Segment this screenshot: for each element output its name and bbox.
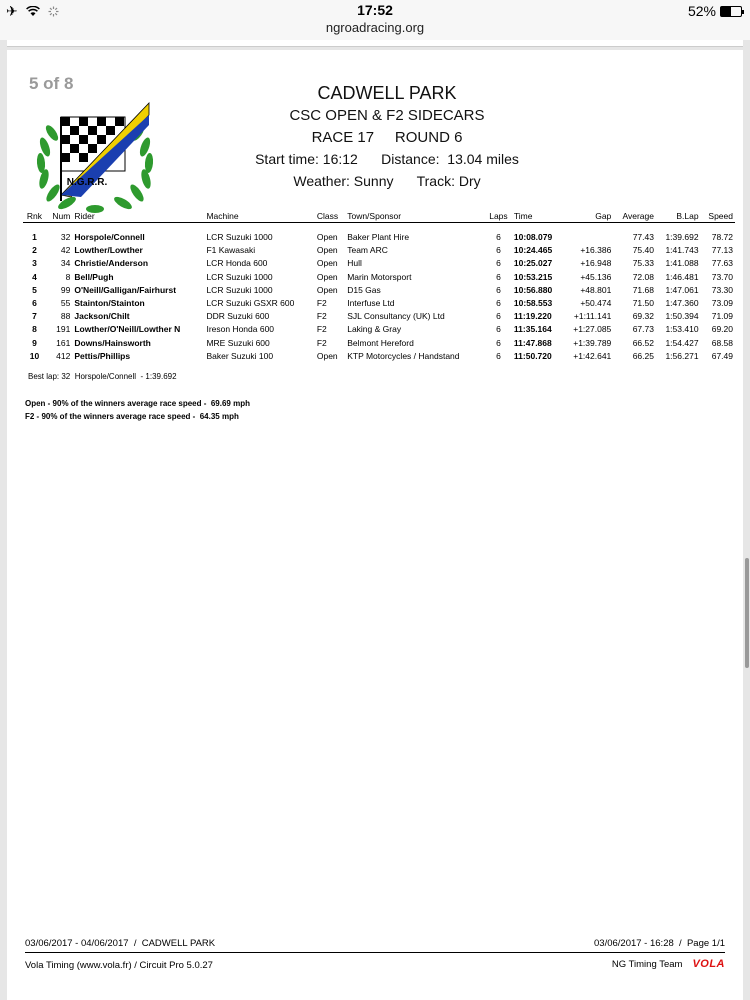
table-row: [23, 244, 735, 257]
weather-track: Weather: Sunny Track: Dry: [293, 173, 481, 189]
table-row: [23, 323, 735, 336]
table-cell: 11:47.868: [513, 337, 552, 348]
table-cell: 1:46.481: [665, 271, 699, 282]
table-cell: Lowther/O'Neill/Lowther N: [74, 324, 181, 335]
footer-team: [612, 958, 725, 970]
table-cell: 3: [32, 258, 37, 269]
table-cell: 6: [496, 324, 501, 335]
table-cell: 1:56.271: [665, 350, 699, 361]
table-cell: 10:25.027: [513, 258, 553, 269]
table-cell: F2: [316, 311, 327, 322]
table-cell: 191: [56, 324, 71, 335]
table-cell: KTP Motorcycles / Handstand: [347, 350, 460, 361]
table-cell: D15 Gas: [347, 284, 381, 295]
table-cell: 11:50.720: [513, 350, 552, 361]
battery-level: [721, 7, 731, 16]
table-cell: 55: [60, 298, 71, 309]
table-cell: LCR Suzuki 1000: [206, 271, 273, 282]
column-header: Speed: [701, 210, 735, 223]
table-cell: 66.25: [632, 350, 654, 361]
table-cell: 71.50: [632, 298, 654, 309]
table-cell: 73.70: [711, 271, 733, 282]
table-cell: 11:35.164: [513, 324, 552, 335]
table-cell: Downs/Hainsworth: [74, 337, 151, 348]
table-cell: 9: [32, 337, 37, 348]
table-cell: LCR Honda 600: [206, 258, 268, 269]
note-f2: F2 - 90% of the winners average race speed - 64.35 mph: [25, 412, 239, 421]
column-header: Laps: [485, 210, 512, 223]
table-cell: Open: [316, 284, 338, 295]
battery-icon: [720, 6, 742, 17]
footer-software: Vola Timing (www.vola.fr) / Circuit Pro 5.0.27: [25, 960, 213, 971]
table-cell: LCR Suzuki 1000: [206, 232, 273, 243]
table-cell: Ireson Honda 600: [206, 324, 275, 335]
table-cell: Team ARC: [347, 245, 388, 256]
table-cell: Interfuse Ltd: [347, 298, 395, 309]
page-indicator: 5 of 8: [29, 74, 74, 93]
table-cell: 412: [56, 350, 71, 361]
previous-page-edge: [7, 40, 743, 47]
table-cell: 1: [32, 232, 37, 243]
column-header: Average: [613, 210, 656, 223]
table-cell: 6: [496, 311, 501, 322]
url-bar[interactable]: ngroadracing.org: [325, 20, 425, 35]
table-cell: Pettis/Phillips: [74, 350, 131, 361]
start-distance: Start time: 16:12 Distance: 13.04 miles: [255, 151, 519, 167]
table-cell: 1:50.394: [665, 311, 699, 322]
column-header: Class: [315, 210, 345, 223]
table-row: [23, 257, 735, 270]
table-cell: 77.43: [632, 232, 654, 243]
table-cell: 1:41.743: [665, 245, 699, 256]
table-cell: SJL Consultancy (UK) Ltd: [347, 311, 445, 322]
table-cell: 1:39.692: [665, 232, 699, 243]
table-cell: F2: [316, 298, 327, 309]
table-cell: 32: [60, 232, 71, 243]
table-cell: Christie/Anderson: [74, 258, 149, 269]
table-cell: +16.386: [580, 245, 612, 256]
footer-print-page: 03/06/2017 - 16:28 / Page 1/1: [594, 938, 725, 949]
battery-status: [688, 3, 742, 19]
table-cell: 72.08: [632, 271, 654, 282]
column-header: Gap: [563, 210, 614, 223]
table-cell: Baker Suzuki 100: [206, 350, 274, 361]
table-cell: +1:42.641: [573, 350, 612, 361]
table-cell: +1:39.789: [573, 337, 612, 348]
table-cell: 10: [29, 350, 40, 361]
table-cell: 77.13: [711, 245, 733, 256]
status-bar: [0, 0, 750, 40]
table-cell: 1:47.360: [665, 298, 699, 309]
table-cell: Open: [316, 245, 338, 256]
table-cell: Open: [316, 271, 338, 282]
event-title: CADWELL PARK: [317, 83, 457, 103]
table-cell: 1:53.410: [665, 324, 699, 335]
results-page: [7, 50, 743, 1000]
table-cell: +50.474: [580, 298, 612, 309]
table-cell: Belmont Hereford: [347, 337, 414, 348]
table-cell: 6: [496, 271, 501, 282]
table-cell: Lowther/Lowther: [74, 245, 143, 256]
table-body: [23, 223, 735, 363]
column-header: Rnk: [23, 210, 46, 223]
table-cell: 34: [60, 258, 71, 269]
scrollbar[interactable]: [745, 558, 749, 668]
table-cell: 99: [60, 284, 71, 295]
table-cell: 75.33: [632, 258, 654, 269]
table-cell: 8: [32, 324, 37, 335]
timing-team: NG Timing Team: [611, 958, 683, 970]
table-cell: LCR Suzuki 1000: [206, 284, 273, 295]
table-row: [23, 349, 735, 362]
table-cell: 10:56.880: [513, 284, 553, 295]
footer-divider: [25, 952, 725, 953]
table-cell: Marin Motorsport: [347, 271, 412, 282]
table-cell: 75.40: [632, 245, 654, 256]
table-cell: 2: [32, 245, 37, 256]
table-cell: 4: [32, 271, 37, 282]
table-cell: 73.30: [711, 284, 733, 295]
clock: 17:52: [357, 2, 393, 18]
table-cell: +48.801: [580, 284, 612, 295]
table-cell: Open: [316, 350, 338, 361]
column-header: Time: [512, 210, 563, 223]
table-cell: 6: [496, 258, 501, 269]
table-cell: O'Neill/Galligan/Fairhurst: [74, 284, 177, 295]
table-cell: F2: [316, 337, 327, 348]
table-cell: 6: [496, 232, 501, 243]
table-cell: +1:27.085: [573, 324, 612, 335]
table-cell: Stainton/Stainton: [74, 298, 145, 309]
table-row: [23, 296, 735, 309]
table-cell: 67.73: [632, 324, 654, 335]
table-cell: 69.20: [711, 324, 733, 335]
table-cell: Hull: [347, 258, 362, 269]
table-row: [23, 283, 735, 296]
table-cell: 5: [32, 284, 37, 295]
race-round: RACE 17 ROUND 6: [311, 129, 463, 146]
table-cell: 10:53.215: [513, 271, 553, 282]
table-cell: +45.136: [580, 271, 612, 282]
table-cell: 73.09: [711, 298, 733, 309]
table-cell: 1:41.088: [665, 258, 699, 269]
table-cell: 11:19.220: [513, 311, 552, 322]
table-cell: 42: [60, 245, 71, 256]
table-cell: Laking & Gray: [347, 324, 402, 335]
table-cell: Open: [316, 258, 338, 269]
airplane-icon: ✈: [6, 3, 18, 19]
table-cell: 6: [496, 298, 501, 309]
table-cell: 161: [56, 337, 71, 348]
table-cell: Open: [316, 232, 338, 243]
table-cell: Bell/Pugh: [74, 271, 114, 282]
table-cell: Jackson/Chilt: [74, 311, 130, 322]
table-cell: LCR Suzuki GSXR 600: [206, 298, 295, 309]
table-cell: +16.948: [580, 258, 612, 269]
table-cell: Baker Plant Hire: [347, 232, 410, 243]
table-cell: 10:58.553: [513, 298, 553, 309]
table-cell: F1 Kawasaki: [206, 245, 256, 256]
table-cell: 1:54.427: [665, 337, 699, 348]
table-cell: 6: [32, 298, 37, 309]
footer-date-venue: 03/06/2017 - 04/06/2017 / CADWELL PARK: [25, 938, 216, 949]
table-cell: 6: [496, 245, 501, 256]
table-cell: MRE Suzuki 600: [206, 337, 270, 348]
table-cell: 77.63: [711, 258, 733, 269]
table-cell: Horspole/Connell: [74, 232, 145, 243]
column-header: B.Lap: [656, 210, 701, 223]
table-cell: 88: [60, 311, 71, 322]
table-header-row: [23, 210, 735, 223]
table-row: [23, 336, 735, 349]
column-header: Num: [46, 210, 72, 223]
vola-logo: VOLA: [692, 958, 725, 970]
column-header: Machine: [204, 210, 314, 223]
table-cell: 8: [65, 271, 71, 282]
column-header: Rider: [72, 210, 204, 223]
table-cell: 67.49: [711, 350, 733, 361]
table-cell: 6: [496, 337, 501, 348]
note-open: Open - 90% of the winners average race speed - 69.69 mph: [25, 399, 250, 408]
table-cell: 6: [496, 284, 501, 295]
table-cell: 69.32: [632, 311, 654, 322]
best-lap: Best lap: 32 Horspole/Connell - 1:39.692: [28, 372, 177, 381]
ngrr-logo: [31, 97, 159, 215]
document-viewer[interactable]: [0, 40, 750, 1000]
table-cell: F2: [316, 324, 327, 335]
table-cell: DDR Suzuki 600: [206, 311, 270, 322]
results-table: [23, 210, 735, 362]
table-cell: 66.52: [632, 337, 654, 348]
table-cell: 71.09: [711, 311, 733, 322]
table-cell: 6: [496, 350, 501, 361]
table-cell: +1:11.141: [573, 311, 612, 322]
table-cell: 71.68: [632, 284, 654, 295]
table-cell: 68.58: [711, 337, 733, 348]
column-header: Town/Sponsor: [345, 210, 485, 223]
table-cell: 10:24.465: [513, 245, 553, 256]
logo-text: N.G.R.R.: [66, 177, 108, 188]
table-row: [23, 231, 735, 244]
event-subtitle: CSC OPEN & F2 SIDECARS: [289, 107, 485, 124]
table-cell: [563, 231, 614, 244]
table-cell: 10:08.079: [513, 232, 553, 243]
table-cell: 78.72: [711, 232, 733, 243]
table-cell: 1:47.061: [665, 284, 699, 295]
table-cell: 7: [32, 311, 37, 322]
table-row: [23, 270, 735, 283]
table-row: [23, 310, 735, 323]
battery-percentage: 52%: [687, 3, 716, 19]
